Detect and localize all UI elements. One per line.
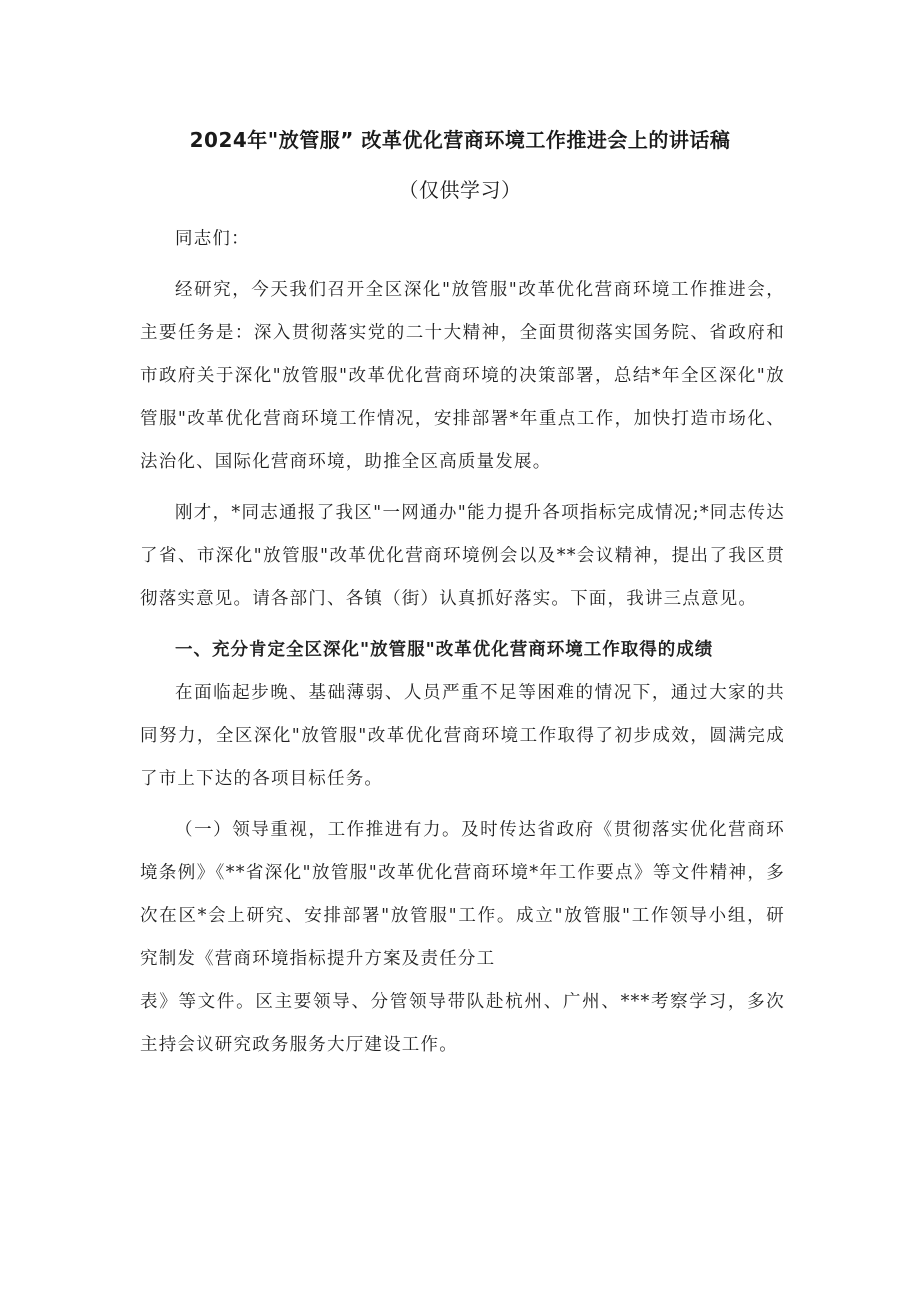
- section-intro-paragraph: 在面临起步晚、基础薄弱、人员严重不足等困难的情况下，通过大家的共同努力，全区深化"放管服"改革优化营商环境工作取得了初步成效，圆满完成了市上下达的各项目标任务。: [140, 683, 785, 789]
- paragraph-intro: 经研究，今天我们召开全区深化"放管服"改革优化营商环境工作推进会，主要任务是：深入贯彻落实党的二十大精神，全面贯彻落实国务院、省政府和市政府关于深化"放管服"改革优化营商环境的决策部署，总结*年全区深化"放管服"改革优化营商环境工作情况，安排部署*年重点工作，加快打造市场化、法治化、国际化营商环境，助推全区高质量发展。: [140, 280, 785, 472]
- paragraph-report: 刚才，*同志通报了我区"一网通办"能力提升各项指标完成情况;*同志传达了省、市深化"放管服"改革优化营商环境例会以及**会议精神，提出了我区贯彻落实意见。请各部门、各镇（街）认真抓好落实。下面，我讲三点意见。: [140, 503, 785, 609]
- document-title: 2024年"放管服” 改革优化营商环境工作推进会上的讲话稿: [189, 128, 731, 152]
- section-heading: 一、充分肯定全区深化"放管服"改革优化营商环境工作取得的成绩: [175, 640, 714, 660]
- subsection-paragraph: （一）领导重视，工作推进有力。及时传达省政府《贯彻落实优化营商环境条例》《**省深化"放管服"改革优化营商环境*年工作要点》等文件精神，多次在区*会上研究、安排部署"放管服"工作。成立"放管服"工作领导小组，研究制发《营商环境指标提升方案及责任分工: [140, 820, 785, 969]
- document-body: [140, 218, 785, 1067]
- document-subtitle: （仅供学习）: [398, 178, 522, 202]
- salutation: 同志们：: [175, 229, 250, 249]
- subsection-paragraph-continued: 表》等文件。区主要领导、分管领导带队赴杭州、广州、***考察学习，多次主持会议研究政务服务大厅建设工作。: [140, 992, 785, 1055]
